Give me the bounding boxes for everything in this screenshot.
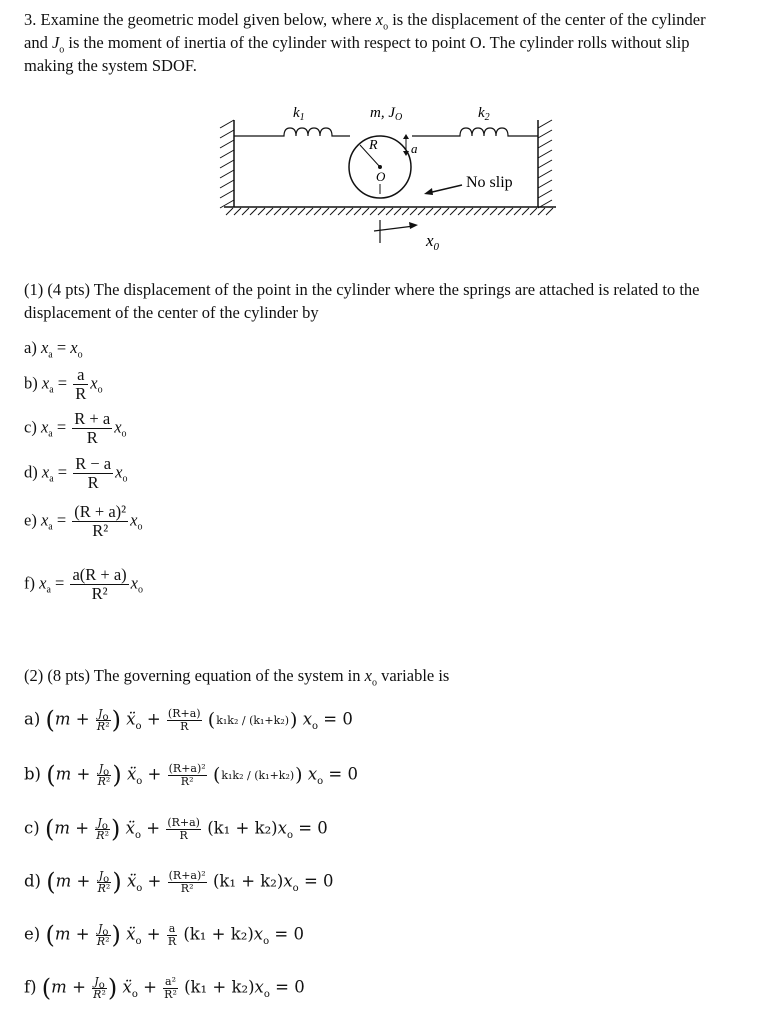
part1-option-a: a) $x_a = x_o$ — [24, 338, 83, 361]
part1-option-f: f) $x_a$ = $\frac{a(R + a)}{\text{R²}}$ $x_o$ — [24, 565, 143, 603]
stiffness-series: k₁k₂ / (k₁+k₂) — [216, 713, 290, 727]
a-arrow-up — [403, 134, 409, 139]
part2-option-b: b) (m + $\frac{J_o}{\text{R²}}$ ) ẍ$_o$ + $\frac{\text{(R+a)²}}{\text{R²}}$ (k₁k₂ / (k₁+k₂)) $x_o = 0$ — [24, 761, 359, 789]
geometric-model-figure — [200, 95, 560, 260]
question-line-1: 3. Examine the geometric model given below, where $x_o$ is the displacement of the center of the cylinder — [24, 10, 706, 33]
ground-hatch — [226, 208, 553, 215]
spring-k1 — [234, 128, 350, 136]
o-label: O — [376, 169, 386, 184]
part2-option-d: d) (m + $\frac{J_o}{\text{R²}}$ ) ẍ$_o$ + $\frac{\text{(R+a)²}}{\text{R²}}$ $(k_1 + k_2)x_o = 0$ — [24, 868, 334, 896]
part1-option-e: e) $x_a$ = $\frac{\text{(R + a)²}}{\text{R²}}$ $x_o$ — [24, 502, 143, 540]
part1-prompt: (1) (4 pts) The displacement of the point in the cylinder where the springs are attached is related to the displacement of the center of the cylinder by — [24, 280, 700, 322]
no-slip-arrowhead — [424, 188, 433, 195]
no-slip-arrow — [428, 185, 462, 193]
mass-label: m, $J_O$ — [370, 105, 403, 123]
right-wall-hatch — [538, 120, 552, 208]
part2-option-c: c) (m + $\frac{J_o}{\text{R²}}$ ) ẍ$_o$ + $\frac{(R+a)}{R}$ $(k_1 + k_2)x_o = 0$ — [24, 815, 328, 843]
part1-option-b: b) $x_a$ = $\frac{a}{R}$ $x_o$ — [24, 365, 103, 403]
no-slip-label: No slip — [466, 174, 513, 191]
a-label: a — [411, 141, 418, 156]
radius-label: R — [369, 138, 378, 153]
part1-option-c: c) $x_a$ = $\frac{R + a}{R}$ $x_o$ — [24, 409, 127, 447]
left-wall-hatch — [220, 120, 234, 208]
stiffness-series: k₁k₂ / (k₁+k₂) — [221, 768, 295, 782]
spring-k2 — [412, 128, 538, 136]
x0-label: $x_0$ — [426, 231, 440, 253]
question-line-3: making the system SDOF. — [24, 56, 197, 75]
question-line-2: and $J_o$ is the moment of inertia of the cylinder with respect to point O. The cylinder rolls without slip — [24, 33, 690, 56]
part2-option-a: a) (m + $\frac{J_o}{\text{R²}}$ ) ẍ$_o$ + $\frac{(R+a)}{R}$ (k₁k₂ / (k₁+k₂)) $x_o = 0$ — [24, 706, 353, 734]
k1-label: $k_1$ — [293, 105, 305, 123]
question-text — [24, 8, 764, 77]
x0-arrowhead — [409, 222, 418, 229]
part2-prompt: (2) (8 pts) The governing equation of the system in $x_o$ variable is — [24, 666, 450, 689]
part1-option-d: d) $x_a$ = $\frac{R - a}{R}$ $x_o$ — [24, 454, 128, 492]
part2-option-f: f) (m + $\frac{J_o}{\text{R²}}$ ) ẍ$_o$ + $\frac{\text{a²}}{\text{R²}}$ $(k_1 + k_2)x_o = 0$ — [24, 974, 305, 1002]
k2-label: $k_2$ — [478, 105, 490, 123]
part2-option-e: e) (m + $\frac{J_o}{\text{R²}}$ ) ẍ$_o$ + $\frac{a}{R}$ $(k_1 + k_2)x_o = 0$ — [24, 921, 304, 949]
